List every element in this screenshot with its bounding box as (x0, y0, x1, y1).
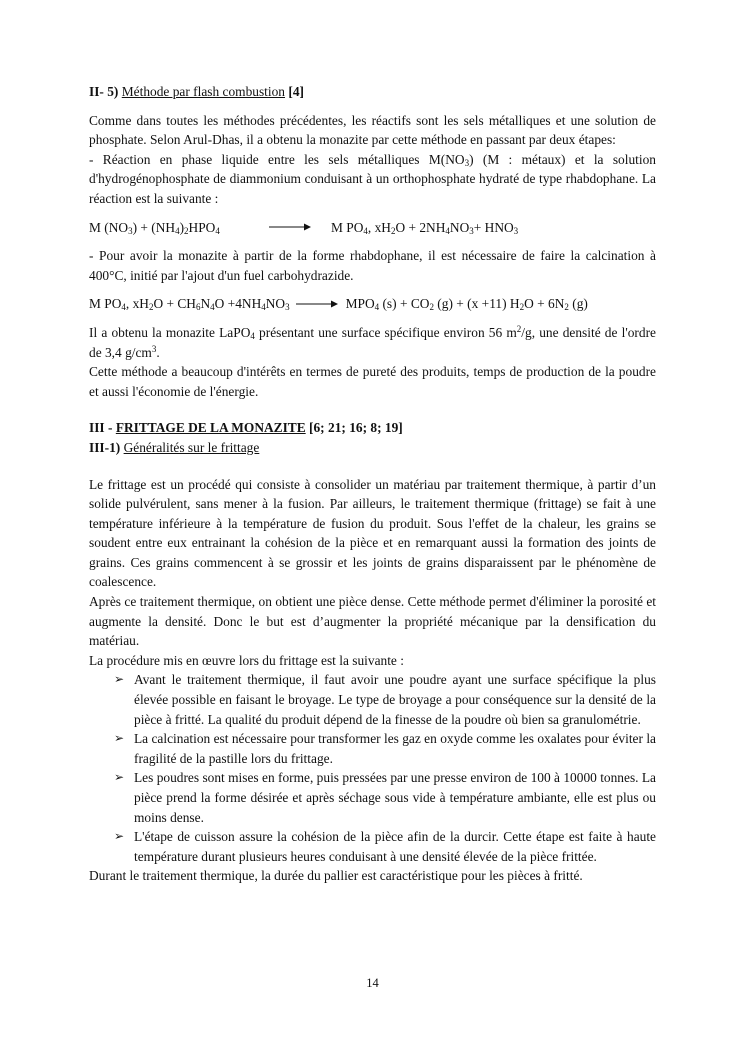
subsection-title: Généralités sur le frittage (123, 439, 260, 455)
paragraph: Comme dans toutes les méthodes précédentes, les réactifs sont les sels métalliques et une solution de phosphate. Selon Arul-Dhas, il a obtenu la monazite par cette méthode en passant par deux étapes: (89, 112, 656, 148)
equation-rhs: M $PO_4$, $xH_2O + 2NH_4NO_3+ HNO_3$ (331, 219, 519, 236)
list-item: ➢ La calcination est nécessaire pour transformer les gaz en oxyde comme les oxalates pour éviter la fragilité de la pastille lors du frittage. (114, 731, 656, 766)
list-item: ➢ Avant le traitement thermique, il faut avoir une poudre ayant une surface spécifique la plus élevée possible en faisant le broyage. Le type de broyage a pour conséquence sur la densité de la pièce à fritté. La qualité du produit dépend de la finesse de la poudre où bien sa granulométrie. (114, 672, 656, 727)
chemical-equation-2 (89, 294, 656, 314)
paragraph: La procédure mis en œuvre lors du frittage est la suivante : (89, 652, 404, 668)
section-number: III - (89, 420, 113, 436)
chemical-equation-1 (89, 218, 656, 238)
subsection-heading (89, 438, 656, 458)
section-heading-flash (89, 82, 656, 102)
subsection-number: III-1) (89, 439, 121, 455)
paragraph: Il a obtenu la monazite LaPO$_4$ présentant une surface spécifique environ 56 $m^2/g$, une densité de l'ordre de 3,4 $g/cm^3$. (89, 323, 656, 360)
section-heading-frittage (89, 418, 656, 438)
section-number: II- 5) (89, 84, 119, 99)
document-page (89, 82, 656, 886)
paragraph: - Pour avoir la monazite à partir de la forme rhabdophane, il est nécessaire de faire la calcination à 400°C, initié par l'ajout d'un fuel carbohydrazide. (89, 248, 656, 283)
arrow-bullet-icon: ➢ (114, 829, 125, 844)
equation-rhs: $MPO_4$ $(s) + CO_2$ (g) + (x +11) $H_2O + 6N_2$ (g) (345, 296, 588, 313)
paragraph: Après ce traitement thermique, on obtient une pièce dense. Cette méthode permet d'éliminer la porosité et augmente la densité. Donc le but est d’augmenter la propriété mécanique par la densification du matériau. (89, 594, 656, 649)
list-item: ➢ Les poudres sont mises en forme, puis pressées par une presse environ de 100 à 10000 tonnes. La pièce prend la forme désirée et après séchage sous vide à température ambiante, elle est plus ou moins dense. (114, 770, 656, 825)
section-ref: [6; 21; 16; 8; 19] (309, 420, 403, 436)
paragraph: Cette méthode a beaucoup d'intérêts en termes de pureté des produits, temps de production de la poudre et aussi l'économie de l'énergie. (89, 364, 656, 399)
section-title: Méthode par flash combustion (121, 84, 286, 99)
paragraph: - Réaction en phase liquide entre les sels métalliques $M(NO_3)$ (M : métaux) et la solution d'hydrogénophosphate de diammonium conduisant à un orthophosphate hydraté de type rhabdophane. La réaction est la suivante : (89, 151, 656, 206)
reaction-arrow-icon (269, 222, 311, 232)
section-title: FRITTAGE DE LA MONAZITE (115, 420, 306, 436)
reaction-arrow-icon (296, 299, 338, 309)
equation-lhs: M $(NO_3) + (NH_4)_2HPO_4$ (89, 219, 220, 236)
section-ref: [4] (288, 84, 304, 99)
arrow-bullet-icon: ➢ (114, 672, 125, 687)
paragraph: Le frittage est un procédé qui consiste à consolider un matériau par traitement thermique, à partir d’un solide pulvérulent, sans mener à la fusion. Par ailleurs, le traitement thermique (frittage) se fait à une température inférieure à la température de fusion du produit. Sous l'effet de la chaleur, les grains se soudent entre eux entrainant la cohésion de la pièce et en remarquant aussi la formation des joints de grains. Ces grains commencent à se grossir et les joints de grains disparaissent par le phénomène de coalescence. (89, 476, 656, 590)
page-number: 14 (366, 976, 379, 990)
paragraph: Durant le traitement thermique, la durée du pallier est caractéristique pour les pièces à fritté. (89, 868, 583, 884)
list-item: ➢ L'étape de cuisson assure la cohésion de la pièce afin de la durcir. Cette étape est faite à haute température durant plusieurs heures conduisant à une densité élevée de la pièce frittée. (114, 829, 656, 864)
arrow-bullet-icon: ➢ (114, 770, 125, 785)
equation-lhs: M $PO_4$, $xH_2O + CH_6N_4O +4NH_4NO_3$ (89, 296, 290, 313)
arrow-bullet-icon: ➢ (114, 731, 125, 746)
procedure-list (89, 670, 656, 866)
